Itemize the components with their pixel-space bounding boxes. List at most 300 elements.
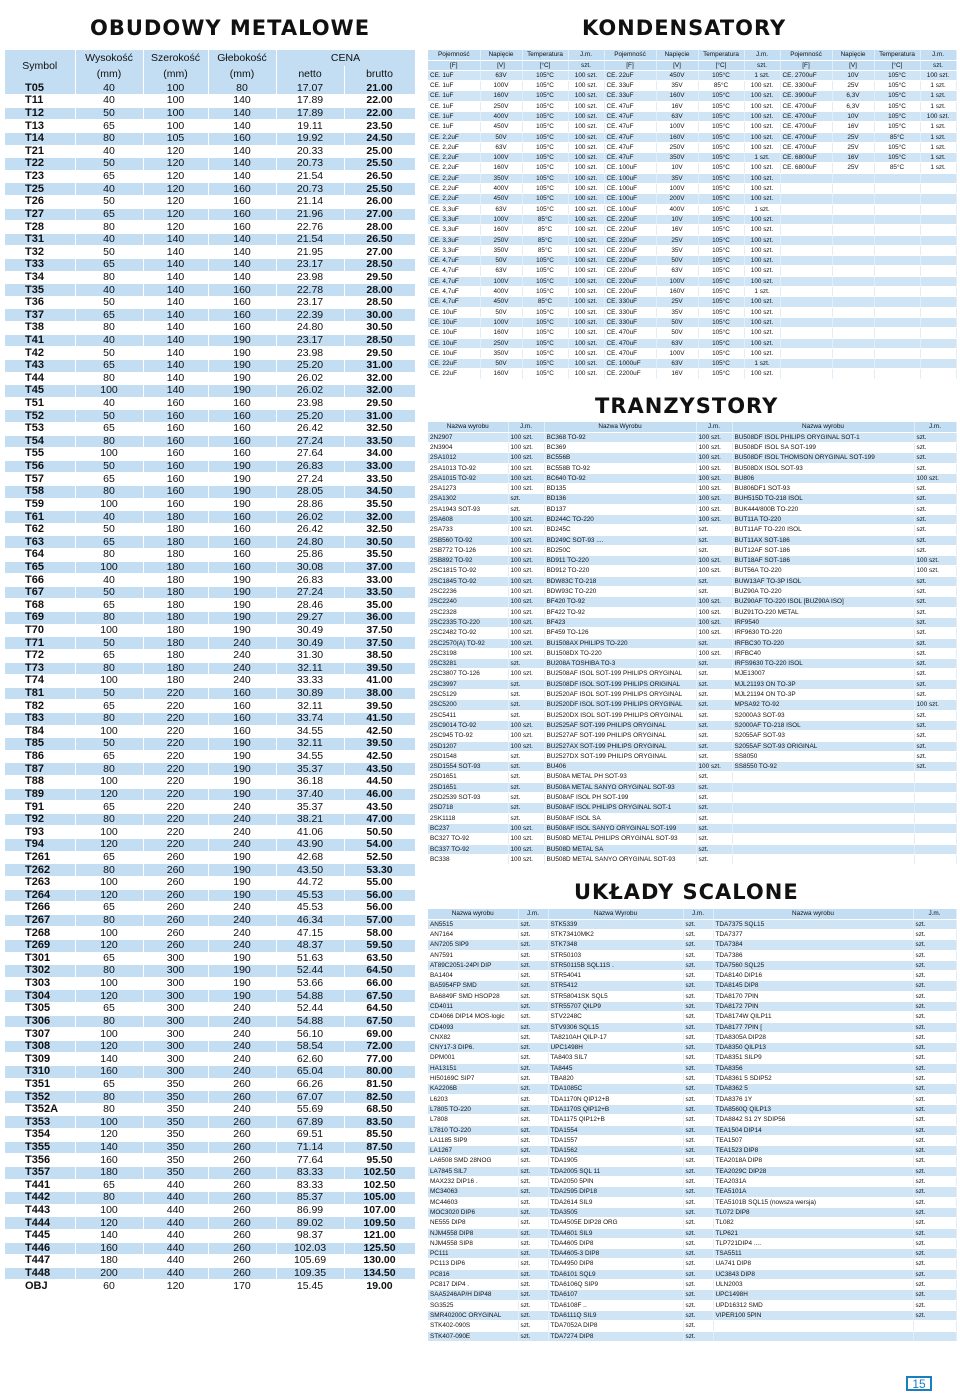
column-unit: [V] bbox=[656, 60, 698, 70]
table-cell: TDA7560 SQL25 bbox=[713, 960, 913, 970]
table-cell: 250V bbox=[656, 142, 698, 152]
table-cell: 27.64 bbox=[276, 448, 344, 461]
symbol-cell: T302 bbox=[5, 965, 75, 978]
table-cell: 2SA1302 bbox=[428, 494, 508, 504]
table-cell: 58.00 bbox=[344, 927, 415, 940]
table-cell: AN7205 SIP9 bbox=[428, 940, 518, 950]
table-row bbox=[5, 460, 415, 473]
table-cell: 100 bbox=[75, 675, 143, 688]
table-cell: TDA7386 bbox=[713, 950, 913, 960]
table-cell: CE. 1uF bbox=[428, 101, 480, 111]
col-glebokosc-unit: (mm) bbox=[208, 66, 276, 82]
table-cell: szt. bbox=[914, 515, 956, 525]
table-row bbox=[5, 549, 415, 562]
table-cell: BC368 TO-92 bbox=[544, 432, 696, 442]
table-cell: 105°C bbox=[522, 348, 568, 358]
table-cell: CE. 330uF bbox=[604, 297, 656, 307]
table-row bbox=[428, 515, 956, 525]
table-cell: 300 bbox=[143, 977, 208, 990]
table-cell: 240 bbox=[208, 839, 276, 852]
table-cell: BA5954FP SMD bbox=[428, 981, 518, 991]
table-row bbox=[5, 397, 415, 410]
table-cell: 350 bbox=[143, 1116, 208, 1129]
table-cell bbox=[780, 266, 832, 276]
table-cell: szt. bbox=[518, 1228, 548, 1238]
table-cell: 125.50 bbox=[344, 1242, 415, 1255]
table-row bbox=[428, 679, 956, 689]
symbol-cell: T355 bbox=[5, 1141, 75, 1154]
symbol-cell: T35 bbox=[5, 284, 75, 297]
table-cell: 440 bbox=[143, 1204, 208, 1217]
table-cell: 27.24 bbox=[276, 435, 344, 448]
table-cell: MJL21193 ON TO-3P bbox=[732, 679, 914, 689]
table-cell: CE. 220uF bbox=[604, 276, 656, 286]
table-cell: 100 szt. bbox=[568, 153, 604, 163]
table-cell: L6203 bbox=[428, 1094, 518, 1104]
table-cell: TDA8174W QILP11 bbox=[713, 1012, 913, 1022]
table-row bbox=[5, 410, 415, 423]
table-cell: LA1185 SIP9 bbox=[428, 1135, 518, 1145]
table-row bbox=[428, 70, 956, 80]
table-cell bbox=[832, 235, 874, 245]
table-cell: 100 szt. bbox=[696, 617, 732, 627]
table-cell: 140 bbox=[208, 246, 276, 259]
table-cell: 105°C bbox=[698, 163, 744, 173]
table-cell: BD245C bbox=[544, 525, 696, 535]
table-row bbox=[428, 690, 956, 700]
table-cell: 23.98 bbox=[276, 397, 344, 410]
table-cell: szt. bbox=[914, 762, 956, 772]
table-cell: szt. bbox=[683, 1053, 713, 1063]
table-cell bbox=[920, 194, 956, 204]
column-header: Napięcie bbox=[656, 50, 698, 60]
table-cell: szt. bbox=[518, 1249, 548, 1259]
table-cell: TDA2614 SIL9 bbox=[548, 1197, 683, 1207]
table-cell: BC327 TO-92 bbox=[428, 834, 508, 844]
table-row bbox=[428, 287, 956, 297]
symbol-cell: T87 bbox=[5, 763, 75, 776]
table-cell bbox=[732, 813, 914, 823]
symbol-cell: T22 bbox=[5, 158, 75, 171]
table-cell: szt. bbox=[683, 940, 713, 950]
table-cell: 2SC2236 bbox=[428, 587, 508, 597]
table-cell: 100 bbox=[75, 977, 143, 990]
table-cell bbox=[920, 214, 956, 224]
symbol-cell: T305 bbox=[5, 1002, 75, 1015]
table-cell: 50 bbox=[75, 687, 143, 700]
table-cell: 65 bbox=[75, 1179, 143, 1192]
table-cell: MJE13007 bbox=[732, 669, 914, 679]
table-cell: CE. 1uF bbox=[428, 122, 480, 132]
table-cell: 180 bbox=[143, 649, 208, 662]
table-cell: 160V bbox=[480, 163, 522, 173]
table-cell: MAX232 DIP16 . bbox=[428, 1177, 518, 1187]
table-cell: szt. bbox=[683, 1321, 713, 1331]
table-cell: BUZ91TO-220 METAL bbox=[732, 607, 914, 617]
table-cell: 50V bbox=[480, 307, 522, 317]
table-cell: 22.39 bbox=[276, 309, 344, 322]
symbol-cell: T84 bbox=[5, 725, 75, 738]
table-cell bbox=[874, 245, 920, 255]
table-cell: 300 bbox=[143, 1028, 208, 1041]
table-cell: 25.00 bbox=[344, 145, 415, 158]
table-cell: 100 szt. bbox=[568, 317, 604, 327]
table-cell: szt. bbox=[696, 844, 732, 854]
table-cell: 160 bbox=[143, 460, 208, 473]
table-cell: BU508AF ISOL SANYO ORYGINAL SOT-199 bbox=[544, 823, 696, 833]
table-cell: szt. bbox=[683, 1249, 713, 1259]
table-cell: szt. bbox=[913, 1063, 956, 1073]
table-cell: szt. bbox=[683, 1063, 713, 1073]
table-cell bbox=[874, 348, 920, 358]
table-cell: STK5339 bbox=[548, 919, 683, 929]
table-cell: szt. bbox=[683, 1084, 713, 1094]
table-cell: CE. 4700uF bbox=[780, 101, 832, 111]
table-cell: 160 bbox=[208, 221, 276, 234]
table-cell: 40 bbox=[75, 95, 143, 108]
symbol-cell: T62 bbox=[5, 523, 75, 536]
table-cell: 100V bbox=[656, 122, 698, 132]
table-cell: BU2520AF ISOL SOT-199 PHILIPS ORYGINAL bbox=[544, 690, 696, 700]
table-cell: S2000AF TO-218 ISOL bbox=[732, 720, 914, 730]
table-cell: 20.73 bbox=[276, 183, 344, 196]
table-cell: 100 bbox=[75, 876, 143, 889]
table-cell: 105 bbox=[143, 132, 208, 145]
table-row bbox=[5, 195, 415, 208]
table-cell: TDA4505E DIP28 ORG bbox=[548, 1218, 683, 1228]
table-cell: 31.30 bbox=[276, 649, 344, 662]
symbol-cell: T303 bbox=[5, 977, 75, 990]
table-cell: 80 bbox=[75, 221, 143, 234]
symbol-cell: T73 bbox=[5, 662, 75, 675]
table-cell: 28.05 bbox=[276, 486, 344, 499]
table-cell: szt. bbox=[696, 813, 732, 823]
table-cell: 240 bbox=[208, 801, 276, 814]
table-cell: 100 szt. bbox=[696, 453, 732, 463]
table-cell: 100 szt. bbox=[696, 648, 732, 658]
table-cell: CE. 2,2uF bbox=[428, 173, 480, 183]
table-cell bbox=[732, 834, 914, 844]
symbol-cell: T37 bbox=[5, 309, 75, 322]
table-cell: VIPER100 5PIN bbox=[713, 1310, 913, 1320]
table-cell: 26.50 bbox=[344, 233, 415, 246]
table-cell bbox=[832, 328, 874, 338]
table-cell: TSA5511 bbox=[713, 1249, 913, 1259]
table-cell: 180 bbox=[143, 549, 208, 562]
col-cena: CENA bbox=[276, 50, 415, 66]
table-row bbox=[428, 803, 956, 813]
table-cell: szt. bbox=[696, 751, 732, 761]
table-cell: 220 bbox=[143, 801, 208, 814]
symbol-cell: T442 bbox=[5, 1192, 75, 1205]
table-cell: 100 bbox=[75, 1116, 143, 1129]
table-cell: PC816 bbox=[428, 1269, 518, 1279]
table-cell: 34.55 bbox=[276, 725, 344, 738]
table-cell: 2SC3997 bbox=[428, 679, 508, 689]
table-cell: HA13151 bbox=[428, 1063, 518, 1073]
table-cell: 260 bbox=[208, 1154, 276, 1167]
table-cell: 50 bbox=[75, 637, 143, 650]
table-cell: szt. bbox=[696, 854, 732, 864]
table-cell: 15.45 bbox=[276, 1280, 344, 1293]
symbol-cell: T33 bbox=[5, 259, 75, 272]
table-cell: BU508A METAL PH SOT-93 bbox=[544, 772, 696, 782]
column-unit: [F] bbox=[780, 60, 832, 70]
table-cell: BC237 bbox=[428, 823, 508, 833]
table-cell: 100 szt. bbox=[744, 184, 780, 194]
table-cell: TBA820 bbox=[548, 1074, 683, 1084]
table-cell: 105°C bbox=[522, 338, 568, 348]
table-cell: szt. bbox=[683, 1166, 713, 1176]
table-cell: 100 szt. bbox=[568, 173, 604, 183]
table-cell: 1 szt. bbox=[920, 81, 956, 91]
table-cell: 105°C bbox=[522, 287, 568, 297]
table-cell: 1 szt. bbox=[920, 122, 956, 132]
table-cell: 2SC2240 bbox=[428, 597, 508, 607]
table-cell bbox=[832, 194, 874, 204]
symbol-cell: T65 bbox=[5, 561, 75, 574]
table-cell: 160V bbox=[656, 132, 698, 142]
table-cell: 400V bbox=[656, 204, 698, 214]
table-cell: szt. bbox=[518, 1074, 548, 1084]
table-cell: szt. bbox=[508, 751, 544, 761]
obudowy-table bbox=[5, 50, 416, 1293]
table-cell: 100V bbox=[656, 184, 698, 194]
table-cell: 50V bbox=[656, 256, 698, 266]
table-cell: 140 bbox=[208, 271, 276, 284]
table-cell: 105°C bbox=[698, 101, 744, 111]
table-cell: szt. bbox=[683, 960, 713, 970]
table-row bbox=[428, 225, 956, 235]
table-cell: szt. bbox=[914, 545, 956, 555]
table-cell: szt. bbox=[518, 1331, 548, 1341]
table-row bbox=[428, 659, 956, 669]
table-cell: TDA8351 SILP9 bbox=[713, 1053, 913, 1063]
table-cell: 105°C bbox=[698, 225, 744, 235]
table-cell: CE. 1000uF bbox=[604, 359, 656, 369]
table-cell: 65 bbox=[75, 259, 143, 272]
symbol-cell: T05 bbox=[5, 82, 75, 95]
table-row bbox=[5, 284, 415, 297]
table-cell: 53.30 bbox=[344, 864, 415, 877]
table-cell bbox=[920, 328, 956, 338]
table-cell: 2SD2539 SOT-93 bbox=[428, 793, 508, 803]
table-cell: szt. bbox=[696, 823, 732, 833]
table-cell: BU508DX ISOL SOT-93 bbox=[732, 463, 914, 473]
table-cell: 40 bbox=[75, 145, 143, 158]
symbol-cell: T263 bbox=[5, 876, 75, 889]
table-cell: 26.02 bbox=[276, 385, 344, 398]
table-cell: 16V bbox=[656, 101, 698, 111]
table-cell: 100 bbox=[75, 385, 143, 398]
table-row bbox=[5, 435, 415, 448]
table-cell: SAA5246AP/H DIP48 bbox=[428, 1290, 518, 1300]
table-cell: 240 bbox=[208, 902, 276, 915]
table-cell: 130.00 bbox=[344, 1255, 415, 1268]
table-cell: 50V bbox=[656, 328, 698, 338]
table-cell: 57.00 bbox=[344, 914, 415, 927]
table-cell: 56.10 bbox=[276, 1028, 344, 1041]
table-cell: 31.00 bbox=[344, 359, 415, 372]
table-cell: BA6849F SMD HSOP28 bbox=[428, 991, 518, 1001]
table-row bbox=[5, 158, 415, 171]
symbol-cell: T55 bbox=[5, 448, 75, 461]
table-cell: 100 szt. bbox=[508, 587, 544, 597]
table-cell: SS8050 bbox=[732, 751, 914, 761]
table-cell: 140 bbox=[208, 170, 276, 183]
table-cell bbox=[874, 184, 920, 194]
table-cell: 100 szt. bbox=[568, 348, 604, 358]
table-row bbox=[5, 725, 415, 738]
table-cell: 105°C bbox=[698, 142, 744, 152]
table-row bbox=[5, 296, 415, 309]
table-row bbox=[428, 576, 956, 586]
table-cell: 190 bbox=[208, 460, 276, 473]
table-cell: 140 bbox=[208, 107, 276, 120]
table-cell: 180 bbox=[143, 536, 208, 549]
table-cell: 120 bbox=[75, 788, 143, 801]
table-cell: 134.50 bbox=[344, 1267, 415, 1280]
table-row bbox=[5, 1141, 415, 1154]
table-cell: TDA1562 bbox=[548, 1146, 683, 1156]
table-cell: BUT18AF SOT-186 bbox=[732, 556, 914, 566]
table-cell: szt. bbox=[518, 1084, 548, 1094]
table-cell bbox=[874, 214, 920, 224]
table-cell: BDW93C TO-220 bbox=[544, 587, 696, 597]
table-cell: szt. bbox=[508, 772, 544, 782]
table-cell: 100 szt. bbox=[568, 194, 604, 204]
table-cell: 32.11 bbox=[276, 700, 344, 713]
table-cell: 400V bbox=[480, 111, 522, 121]
symbol-cell: T356 bbox=[5, 1154, 75, 1167]
table-cell: szt. bbox=[913, 1084, 956, 1094]
table-row bbox=[428, 307, 956, 317]
table-cell: 46.00 bbox=[344, 788, 415, 801]
table-cell: NJM4558 DIP8 bbox=[428, 1228, 518, 1238]
table-cell: 80 bbox=[75, 435, 143, 448]
table-cell: 2SK1118 bbox=[428, 813, 508, 823]
symbol-cell: T68 bbox=[5, 599, 75, 612]
symbol-cell: T32 bbox=[5, 246, 75, 259]
col-glebokosc: Głebokość bbox=[208, 50, 276, 66]
table-cell: 48.37 bbox=[276, 939, 344, 952]
table-cell: CE. 33uF bbox=[604, 81, 656, 91]
column-header: J.m. bbox=[744, 50, 780, 60]
table-cell: 350 bbox=[143, 1091, 208, 1104]
table-cell: 190 bbox=[208, 776, 276, 789]
table-cell: szt. bbox=[914, 432, 956, 442]
uklady-table bbox=[428, 909, 957, 1342]
table-cell: 400V bbox=[480, 287, 522, 297]
table-cell: TA8403 SIL7 bbox=[548, 1053, 683, 1063]
table-cell: 105°C bbox=[522, 132, 568, 142]
table-row bbox=[5, 1002, 415, 1015]
table-row bbox=[5, 1166, 415, 1179]
table-row bbox=[428, 359, 956, 369]
table-cell: szt. bbox=[518, 1300, 548, 1310]
table-cell: 105°C bbox=[698, 338, 744, 348]
table-cell: szt. bbox=[696, 793, 732, 803]
table-cell: TDA8172 7PIN bbox=[713, 1002, 913, 1012]
table-cell: 10V bbox=[656, 214, 698, 224]
table-cell: szt. bbox=[696, 587, 732, 597]
table-cell: 140 bbox=[143, 372, 208, 385]
table-cell: CE. 3300uF bbox=[780, 81, 832, 91]
table-cell: 85°C bbox=[522, 225, 568, 235]
table-cell: 65 bbox=[75, 700, 143, 713]
table-row bbox=[428, 545, 956, 555]
table-cell bbox=[874, 266, 920, 276]
table-row bbox=[5, 1116, 415, 1129]
table-cell: szt. bbox=[683, 950, 713, 960]
table-cell: 120 bbox=[75, 990, 143, 1003]
table-cell: CE. 47uF bbox=[604, 132, 656, 142]
table-cell: 62.60 bbox=[276, 1053, 344, 1066]
table-cell: szt. bbox=[518, 1053, 548, 1063]
table-row bbox=[428, 700, 956, 710]
table-cell: 190 bbox=[208, 977, 276, 990]
table-cell: TDA7274 DIP8 bbox=[548, 1331, 683, 1341]
table-cell: 260 bbox=[208, 1129, 276, 1142]
table-row bbox=[5, 1192, 415, 1205]
table-cell: szt. bbox=[913, 1310, 956, 1320]
table-cell: 26.00 bbox=[344, 195, 415, 208]
table-cell: 100 bbox=[75, 1204, 143, 1217]
table-cell: 109.50 bbox=[344, 1217, 415, 1230]
table-cell: BU508AF ISOL PHILIPS ORYGINAL SOT-1 bbox=[544, 803, 696, 813]
table-cell: 35.37 bbox=[276, 801, 344, 814]
table-row bbox=[5, 889, 415, 902]
table-cell: BUT11AF TO-220 ISOL bbox=[732, 525, 914, 535]
table-cell: 100 szt. bbox=[508, 473, 544, 483]
table-cell bbox=[780, 307, 832, 317]
table-cell: CE. 2700uF bbox=[780, 70, 832, 80]
table-cell: MC34063 bbox=[428, 1187, 518, 1197]
table-cell: TDA8145 DIP8 bbox=[713, 981, 913, 991]
table-row bbox=[428, 1084, 956, 1094]
table-cell: NJM4558 SIP8 bbox=[428, 1238, 518, 1248]
table-cell: 160 bbox=[208, 397, 276, 410]
table-cell bbox=[914, 844, 956, 854]
table-cell: 100 szt. bbox=[508, 854, 544, 864]
table-cell: 190 bbox=[208, 763, 276, 776]
table-cell: 1 szt. bbox=[744, 204, 780, 214]
table-cell: CE. 10uF bbox=[428, 348, 480, 358]
table-cell: 68.50 bbox=[344, 1103, 415, 1116]
table-row bbox=[428, 1012, 956, 1022]
table-cell: 105°C bbox=[698, 328, 744, 338]
table-cell: 220 bbox=[143, 750, 208, 763]
table-cell: 66.00 bbox=[344, 977, 415, 990]
table-row bbox=[5, 523, 415, 536]
table-cell: 260 bbox=[143, 876, 208, 889]
table-cell: 180 bbox=[143, 675, 208, 688]
table-cell bbox=[914, 854, 956, 864]
table-cell: szt. bbox=[508, 793, 544, 803]
table-cell: 105°C bbox=[698, 194, 744, 204]
table-cell: CE. 4,7uF bbox=[428, 266, 480, 276]
table-cell: CE. 100uF bbox=[604, 204, 656, 214]
table-cell: 39.50 bbox=[344, 700, 415, 713]
obudowy-rows bbox=[5, 82, 415, 1293]
symbol-cell: T262 bbox=[5, 864, 75, 877]
table-cell: 160 bbox=[208, 725, 276, 738]
table-cell: 80 bbox=[75, 372, 143, 385]
col-symbol: Symbol bbox=[5, 50, 75, 82]
symbol-cell: T352 bbox=[5, 1091, 75, 1104]
table-cell: 190 bbox=[208, 385, 276, 398]
table-cell: 65 bbox=[75, 902, 143, 915]
